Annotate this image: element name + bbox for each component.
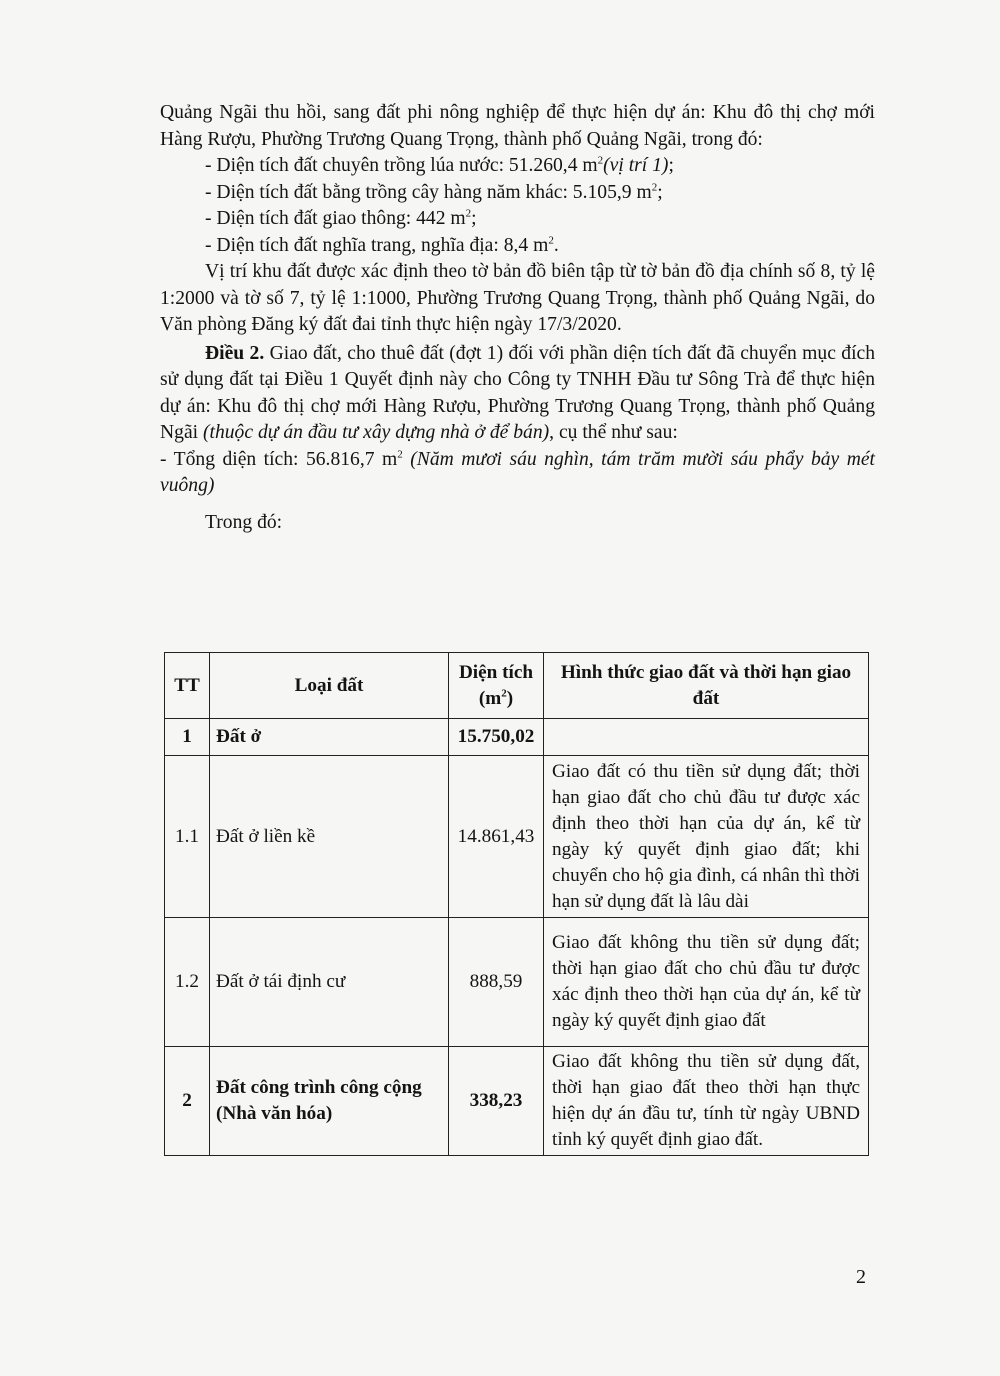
area-item: - Diện tích đất giao thông: 442 $m^2$; [205,207,477,229]
header-tt: TT [165,653,210,719]
article-2-heading: Điều 2. [205,342,265,364]
table-row: 1.1 Đất ở liền kề 14.861,43 Giao đất có thu tiền sử dụng đất; thời hạn giao đất cho chủ đầu tư được xác định theo thời hạn của dự án, kể từ ngày ký quyết định giao đất; khi chuyển cho hộ gia đình, cá nhân thì thời hạn sử dụng đất là lâu dài [165,756,869,918]
area-item: - Diện tích đất nghĩa trang, nghĩa địa: 8,4 $m^2$. [205,233,559,256]
table-row: 1 Đất ở 15.750,02 [165,719,869,756]
article-2-paragraph: Điều 2. Giao đất, cho thuê đất (đợt 1) đối với phần diện tích đất đã chuyển mục đích sử dụng đất tại Điều 1 Quyết định này cho Công ty TNHH Đầu tư Sông Trà để thực hiện dự án: Khu đô thị chợ mới Hàng Rượu, Phường Trương Quang Trọng, thành phố Quảng Ngãi (thuộc dự án đầu tư xây dựng nhà ở để bán), cụ thể như sau: [160,342,875,443]
land-allocation-table [164,652,869,1156]
header-land-type: Loại đất [210,653,449,719]
total-area: - Tổng diện tích: 56.816,7 $m^2$ (Năm mươi sáu nghìn, tám trăm mười sáu phẩy bảy mét vuông) [160,447,875,496]
table-header-row [165,653,869,719]
page-number: 2 [856,1266,866,1288]
header-allocation-form: Hình thức giao đất và thời hạn giao đất [544,653,869,719]
table-row: 1.2 Đất ở tái định cư 888,59 Giao đất không thu tiền sử dụng đất; thời hạn giao đất cho chủ đầu tư được xác định theo thời hạn của dự án, kể từ ngày ký quyết định giao đất [165,918,869,1047]
intro-paragraph: Quảng Ngãi thu hồi, sang đất phi nông nghiệp để thực hiện dự án: Khu đô thị chợ mới Hàng Rượu, Phường Trương Quang Trọng, thành phố Quảng Ngãi, trong đó: [160,102,875,150]
table-row: 2 Đất công trình công cộng (Nhà văn hóa) 338,23 Giao đất không thu tiền sử dụng đất, thời hạn giao đất theo thời hạn thực hiện dự án đầu tư, tính từ ngày UBND tỉnh ký quyết định giao đất. [165,1047,869,1156]
area-item: - Diện tích đất bằng trồng cây hàng năm khác: 5.105,9 $m^2$; [205,180,663,203]
location-paragraph: Vị trí khu đất được xác định theo tờ bản đồ biên tập từ tờ bản đồ địa chính số 8, tỷ lệ 1:2000 và tờ số 7, tỷ lệ 1:1000, Phường Trương Quang Trọng, thành phố Quảng Ngãi, do Văn phòng Đăng ký đất đai tỉnh thực hiện ngày 17/3/2020. [160,261,875,335]
among-label: Trong đó: [205,511,283,533]
area-item: - Diện tích đất chuyên trồng lúa nước: 51.260,4 $m^2(vị$ trí 1); [205,154,674,176]
header-area: Diện tích $(m^2)$ [449,653,544,719]
document-body [160,100,875,536]
